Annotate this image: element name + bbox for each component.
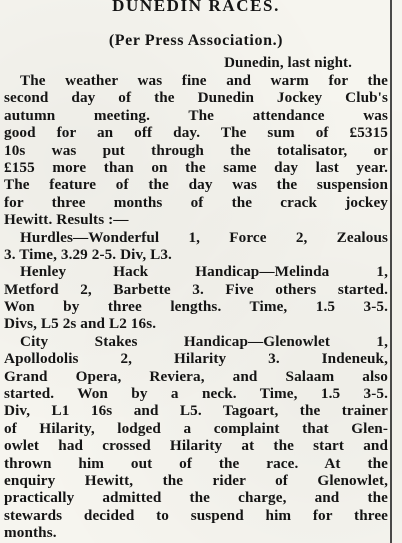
- text-line: months.: [4, 524, 57, 542]
- text-line: City Stakes Handicap—Glenowlet 1,: [20, 332, 388, 350]
- text-line: The weather was fine and warm for the: [20, 72, 388, 89]
- text-line: owlet had crossed Hilarity at the start and: [4, 437, 388, 455]
- text-line: £155 more than on the same day last year.: [4, 158, 388, 176]
- text-line: Divs, L5 2s and L2 16s.: [4, 315, 157, 333]
- text-line: Metford 2, Barbette 3. Five others started.: [4, 280, 388, 298]
- text-line: Div, L1 16s and L5. Tagoart, the trainer: [4, 402, 388, 420]
- text-line: second day of the Dunedin Jockey Club's: [4, 89, 388, 107]
- text-line: Hewitt. Results :—: [4, 211, 129, 229]
- article: [4, 0, 388, 542]
- text-line: good for an off day. The sum of £5315: [4, 124, 388, 142]
- text-line: 10s was put through the totalisator, or: [4, 141, 388, 159]
- text-line: practically admitted the charge, and the: [4, 489, 388, 507]
- text-line: Henley Hack Handicap—Melinda 1,: [20, 263, 388, 281]
- column-rule: [390, 0, 392, 543]
- headline: DUNEDIN RACES.: [112, 0, 280, 15]
- text-line: Grand Opera, Reviera, and Salaam also: [4, 367, 388, 385]
- text-line: of Hilarity, lodged a complaint that Glen-: [4, 419, 388, 437]
- text-line: The feature of the day was the suspension: [4, 176, 388, 194]
- text-line: 3. Time, 3.29 2-5. Div, L3.: [4, 245, 172, 263]
- article-body: [4, 72, 388, 542]
- text-line: Won by three lengths. Time, 1.5 3-5.: [4, 298, 388, 316]
- text-line: enquiry Hewitt, the rider of Glenowlet,: [4, 471, 388, 489]
- text-line: stewards decided to suspend him for three: [4, 506, 388, 524]
- text-line: Hurdles—Wonderful 1, Force 2, Zealous: [20, 228, 388, 246]
- text-line: started. Won by a neck. Time, 1.5 3-5.: [4, 385, 388, 403]
- text-line: Apollodolis 2, Hilarity 3. Indeneuk,: [4, 350, 388, 368]
- agency-credit: (Per Press Association.): [108, 32, 284, 49]
- text-line: autumn meeting. The attendance was: [4, 106, 388, 124]
- text-line: thrown him out of the race. At the: [4, 454, 388, 472]
- text-line: for three months of the crack jockey: [4, 193, 388, 211]
- dateline: Dunedin, last night.: [224, 55, 352, 71]
